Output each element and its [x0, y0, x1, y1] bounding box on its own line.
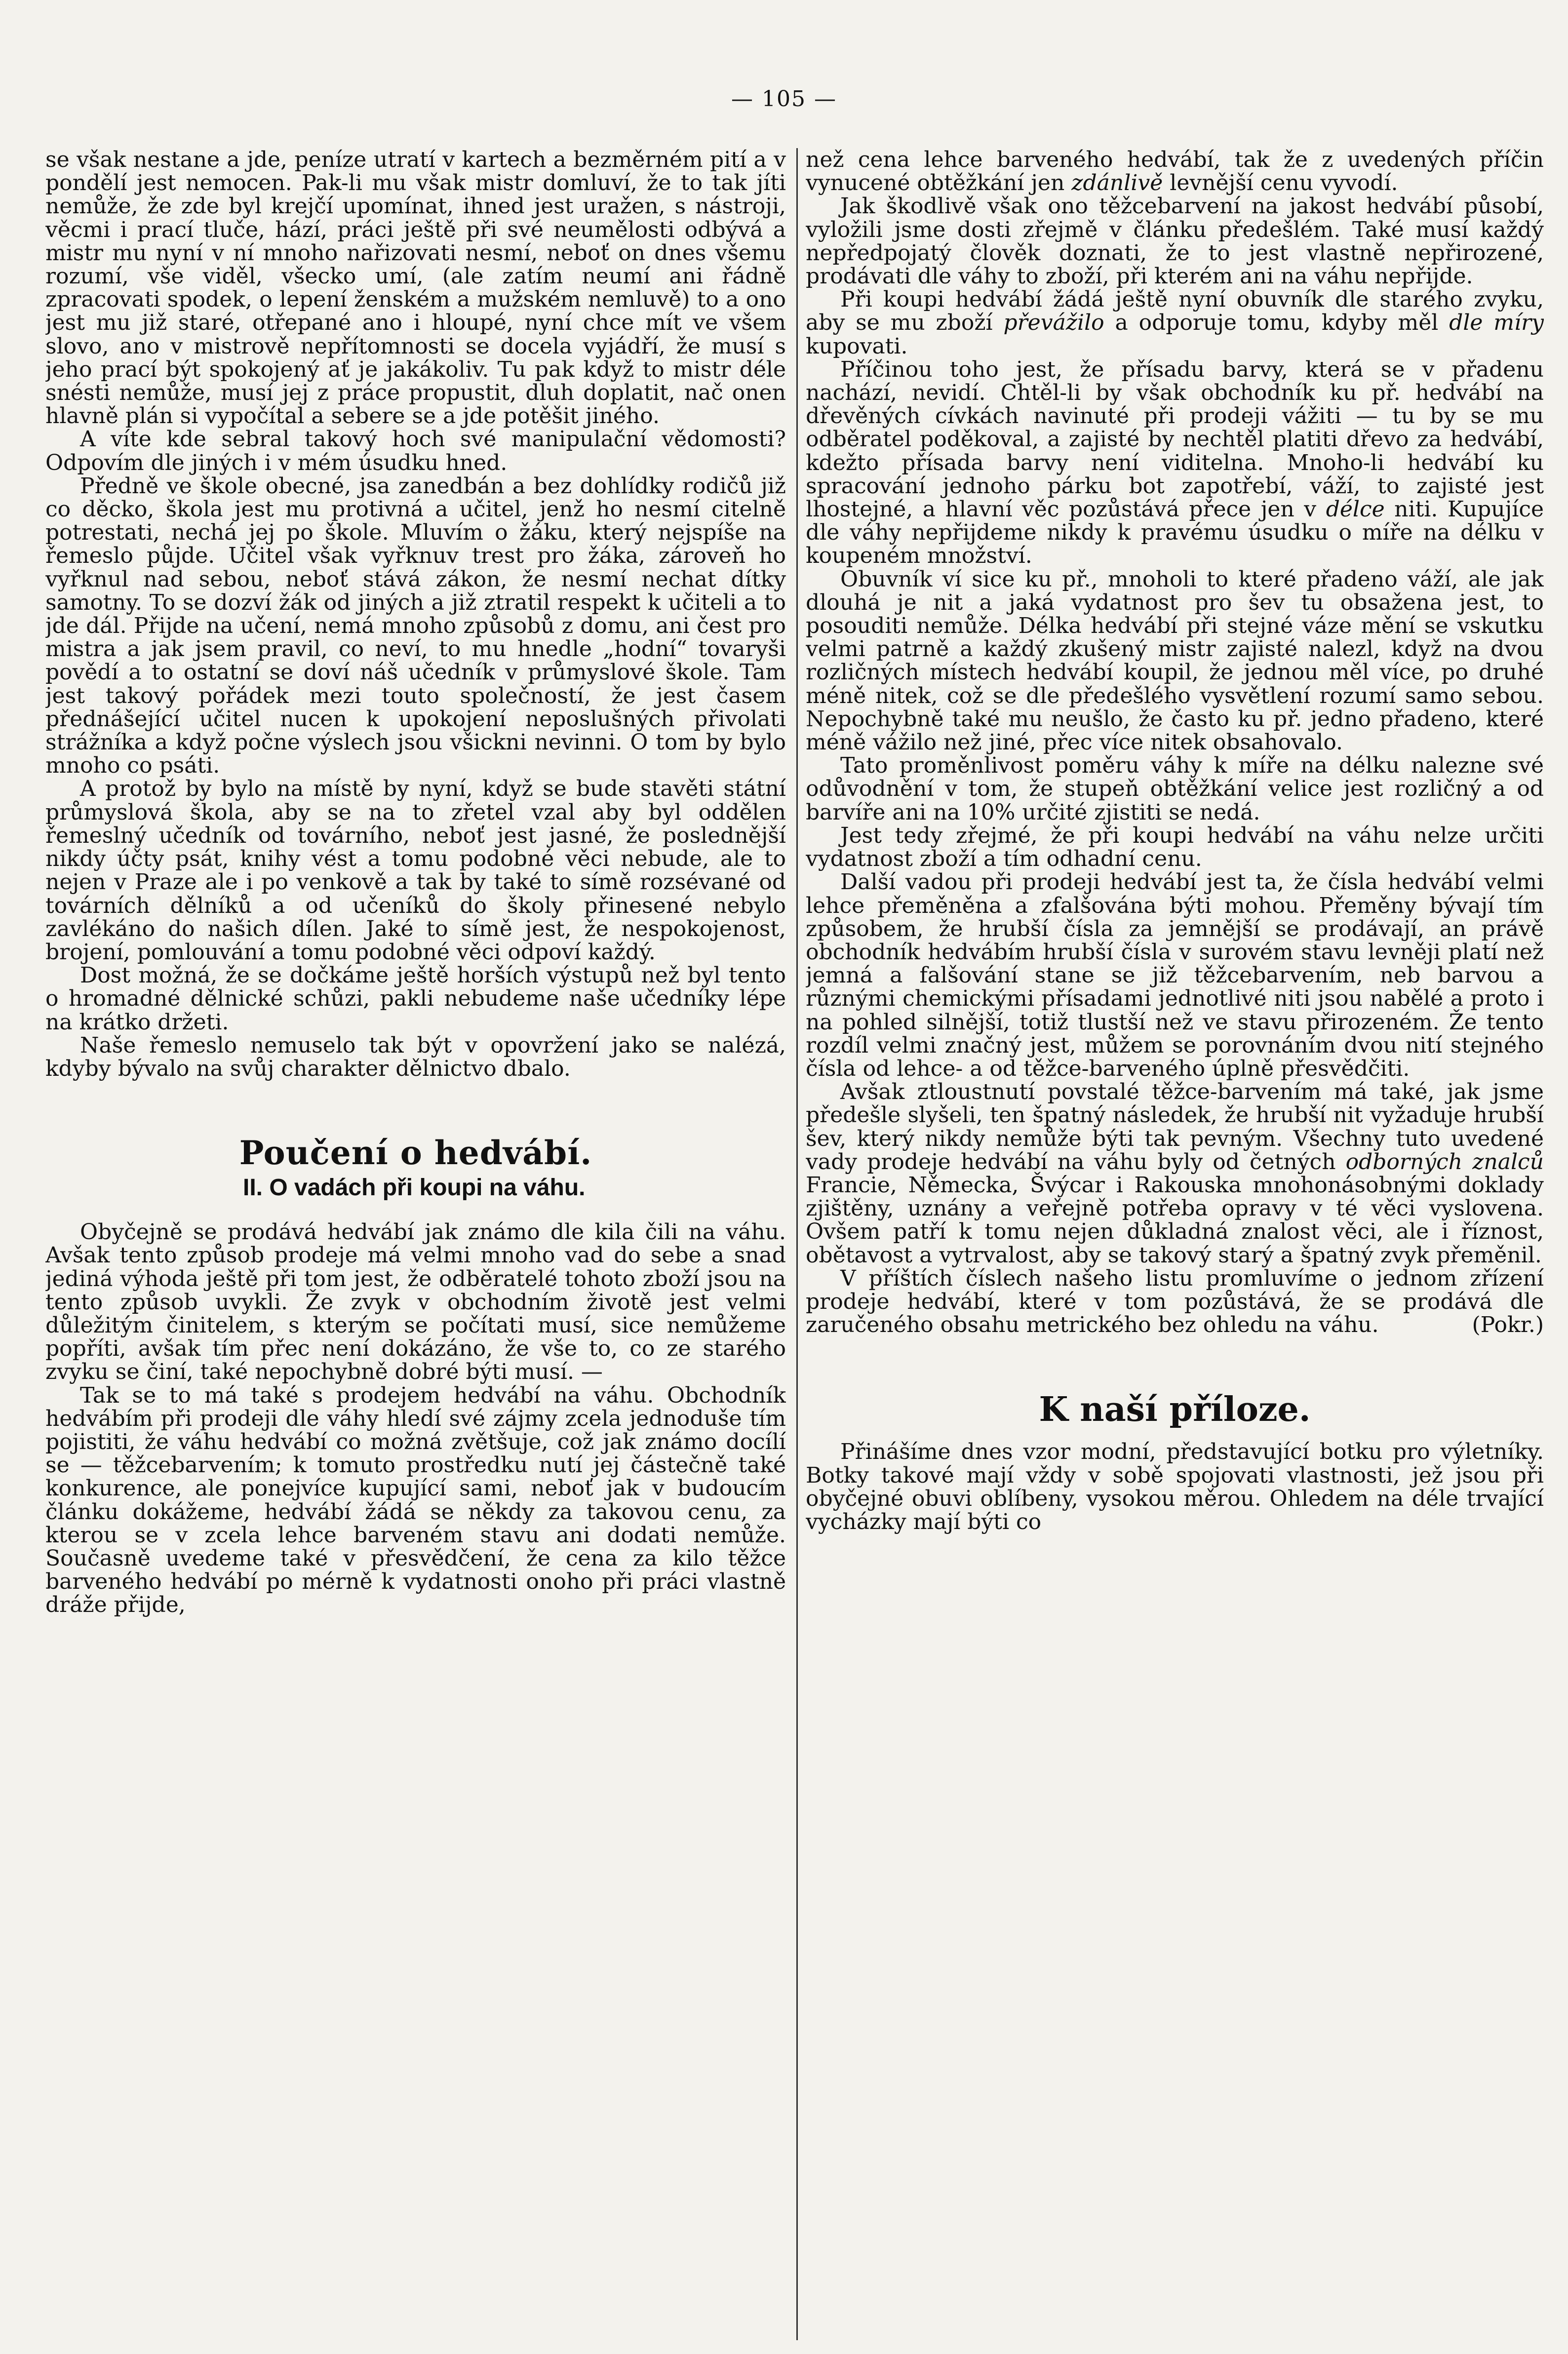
left-column [45, 148, 786, 2330]
article-heading: K naší příloze. [1039, 1390, 1311, 1430]
paragraph: A víte kde sebral takový hoch své manipulační vědomosti? Odpovím dle jiných i v mém úsudku hned. [45, 427, 786, 475]
paragraph: Jest tedy zřejmé, že při koupi hedvábí na váhu nelze určiti vydatnost zboží a tím odhadní cenu. [806, 823, 1544, 872]
right-column [806, 148, 1544, 2330]
paragraph: Další vadou při prodeji hedvábí jest ta, že čísla hedvábí velmi lehce přeměněna a zfalšována býti mohou. Přeměny bývají tím způsobem, že hrubší čísla za jemnější se prodávají, an právě obchodník hedvábím hrubší čísla v surovém stavu levněji platí než jemná a falšování stane se již těžcebarvením, neb barvou a různými chemickými přísadami jednotlivé niti jsou nabělé a proto i na pohled silnější, totiž tlustší než ve stavu přirozeném. Že tento rozdíl velmi značný jest, můžem se porovnáním dvou nití stejného čísla od lehce- a od těžce-barveného úplně přesvědčiti. [806, 869, 1544, 1081]
paragraph: Předně ve škole obecné, jsa zanedbán a bez dohlídky rodičů již co děcko, škola jest mu protivná a učitel, jenž ho nesmí citelně potrestati, nechá jej po škole. Mluvím o žáku, který nejspíše na řemeslo půjde. Učitel však vyřknuv trest pro žáka, zároveň ho vyřknul nad sebou, neboť stává zákon, že nesmí nechat dítky samotny. To se dozví žák od jiných a již ztratil respekt k učiteli a to jde dál. Přijde na učení, nemá mnoho způsobů z domu, ani čest pro mistra a jak jsem pravil, co neví, to mu hnedle „hodní“ tovaryši povědí a to ostatní se doví náš učedník v průmyslové škole. Tam jest takový pořádek mezi touto společností, že jest časem přednášející učitel nucen k upokojení neposlušných přivolati strážníka a když počne výslech jsou všickni nevinni. O tom by bylo mnoho co psáti. [45, 473, 786, 779]
continued-note: (Pokr.) [1472, 1312, 1544, 1338]
paragraph: Obyčejně se prodává hedvábí jak známo dle kila čili na váhu. Avšak tento způsob prodeje má velmi mnoho vad do sebe a snad jediná výhoda ještě při tom jest, že odběratelé tohoto zboží jsou na tento způsob uvykli. Že zvyk v obchodním životě jest velmi důležitým činitelem, s kterým se počítati musí, sice nemůžeme popříti, avšak tím přec není dokázáno, že vše to, co ze starého zvyku se činí, také nepochybně dobré býti musí. — [45, 1219, 786, 1385]
paragraph: Naše řemeslo nemuselo tak být v opovržení jako se nalézá, kdyby bývalo na svůj charakter dělnictvo dbalo. [45, 1032, 786, 1081]
paragraph: Příčinou toho jest, že přísadu barvy, která se v přadenu nachází, nevidí. Chtěl-li by však obchodník ku př. hedvábí na dřevěných cívkách navinuté při prodeji vážiti — tu by se mu odběratel poděkoval, a zajisté by nechtěl platiti dřevo za hedvábí, kdežto přísada barvy není viditelna. Mnoho-li hedvábí ku spracování jednoho párku bot zapotřebí, váží, to zajisté jest lhostejné, a hlavní věc pozůstává přece jen v délce niti. Kupujíce dle váhy nepřijdeme nikdy k pravému úsudku o míře na délku v koupeném množství. [806, 356, 1544, 569]
paragraph: Tak se to má také s prodejem hedvábí na váhu. Obchodník hedvábím při prodeji dle váhy hledí své zájmy zcela jednoduše tím pojistiti, že váhu hedvábí co možná zvětšuje, což jak známo docílí se — těžcebarvením; k tomuto prostředku nutí jej částečně také konkurence, ale ponejvíce kupující sami, neboť jak v budoucím článku dokážeme, hedvábí žádá se někdy za takovou cenu, za kterou se v zcela lehce barveném stavu ani dodati nemůže. Současně uvedeme také v přesvědčení, že cena za kilo těžce barveného hedvábí po mérně k vydatnosti onoho při práci vlastně dráže přijde, [45, 1382, 786, 1618]
paragraph: A protož by bylo na místě by nyní, když se bude stavěti státní průmyslová škola, aby se na to zřetel vzal aby byl oddělen řemeslný učedník od továrního, neboť jest jasné, že poslednější nikdy účty psát, knihy vést a tomu podobné věci nebude, ale to nejen v Praze ale i po venkově a tak by také to símě rozsévané od továrních dělníků a od učeníků do školy přinesené nebylo zavlékáno do našich dílen. Jaké to símě jest, že nespokojenost, brojení, pomlouvání a tomu podobné věci odpoví každý. [45, 776, 786, 965]
paragraph: se však nestane a jde, peníze utratí v kartech a bezměrném pití a v pondělí jest nemocen. Pak-li mu však mistr domluví, že to tak jíti nemůže, že zde byl krejčí upomínat, ihned jest uražen, s nástroji, věcmi i prací tluče, hází, práci ještě při své neumělosti odbývá a mistr mu nyní v ní mnoho nařizovati nesmí, neboť on dnes všemu rozumí, vše viděl, všecko umí, (ale zatím neumí ani řádně zpracovati spodek, o lepení ženském a mužském nemluvě) to a ono jest mu již staré, otřepané ano i hloupé, nyní chce mít ve všem slovo, ano v mistrově nepřítomnosti se docela vyjádří, že musí s jeho prací být spokojený ať je jakákoliv. Tu pak když to mistr déle snésti nemůže, musí jej z práce propustit, dluh doplatit, nač onen hlavně plán si vypočítal a sebere se a jde potěšit jiného. [45, 148, 786, 429]
paragraph: než cena lehce barveného hedvábí, tak že z uvedených příčin vynucené obtěžkání jen zdánlivě levnější cenu vyvodí. [806, 148, 1544, 196]
paragraph: Obuvník ví sice ku př., mnoholi to které přadeno váží, ale jak dlouhá je nit a jaká vydatnost pro šev tu obsažena jest, to posouditi nemůže. Délka hedvábí při stejné váze mění se vskutku velmi patrně a každý zkušený mistr zajisté nalezl, když na dvou rozličných místech hedvábí koupil, že jednou měl více, po druhé méně nitek, což se dle předešlého vysvětlení rozumí samo sebou. Nepochybně také mu neušlo, že často ku př. jedno přadeno, které méně vážilo než jiné, přec více nitek obsahovalo. [806, 566, 1544, 755]
column-divider [796, 148, 798, 2340]
paragraph: V příštích číslech našeho listu promluvíme o jednom zřízení prodeje hedvábí, které v tom pozůstává, že se prodává dle zaručeného obsahu metrického bez ohledu na váhu. (Pokr.) [806, 1265, 1544, 1338]
article-heading: Poučení o hedvábí. [239, 1134, 592, 1173]
paragraph: Dost možná, že se dočkáme ještě horších výstupů než byl tento o hromadné dělnické schůzi, pakli nebudeme naše učedníky lépe na krátko držeti. [45, 963, 786, 1035]
page-number: — 105 — [731, 86, 837, 112]
paragraph: Avšak ztloustnutí povstalé těžce-barvením má také, jak jsme předešle slyšeli, ten špatný následek, že hrubší nit vyžaduje hrubší šev, který nikdy nemůže býti tak pevným. Všechny tuto uvedené vady prodeje hedvábí na váhu byly od četných odborných znalců Francie, Německa, Švýcar i Rakouska mnohonásobnými doklady zjištěny, uznány a veřejně potřeba opravy v té věci vyslovena. Ovšem patří k tomu nejen důkladná znalost věci, ale i říznost, obětavost a vytrvalost, aby se takový starý a špatný zvyk přeměnil. [806, 1079, 1544, 1268]
article-subheading: II. O vadách při koupi na váhu. [243, 1175, 586, 1201]
paragraph: Při koupi hedvábí žádá ještě nyní obuvník dle starého zvyku, aby se mu zboží převážilo a odporuje tomu, kdyby měl dle míry kupovati. [806, 287, 1544, 359]
paragraph: Přinášíme dnes vzor modní, představující botku pro výletníky. Botky takové mají vždy v sobě spojovati vlastnosti, jež jsou při obyčejné obuvi oblíbeny, vysokou měrou. Ohledem na déle trvající vycházky mají býti co [806, 1439, 1544, 1534]
paragraph: Tato proměnlivost poměru váhy k míře na délku nalezne své odůvodnění v tom, že stupeň obtěžkání velice jest rozličný a od barvíře ani na 10% určité zjistiti se nedá. [806, 753, 1544, 825]
paragraph: Jak škodlivě však ono těžcebarvení na jakost hedvábí působí, vyložili jsme dosti zřejmě v článku předešlém. Také musí každý nepředpojatý člověk doznati, že to jest vlastně nepřirozené, prodávati dle váhy to zboží, při kterém ani na váhu nepřijde. [806, 194, 1544, 289]
